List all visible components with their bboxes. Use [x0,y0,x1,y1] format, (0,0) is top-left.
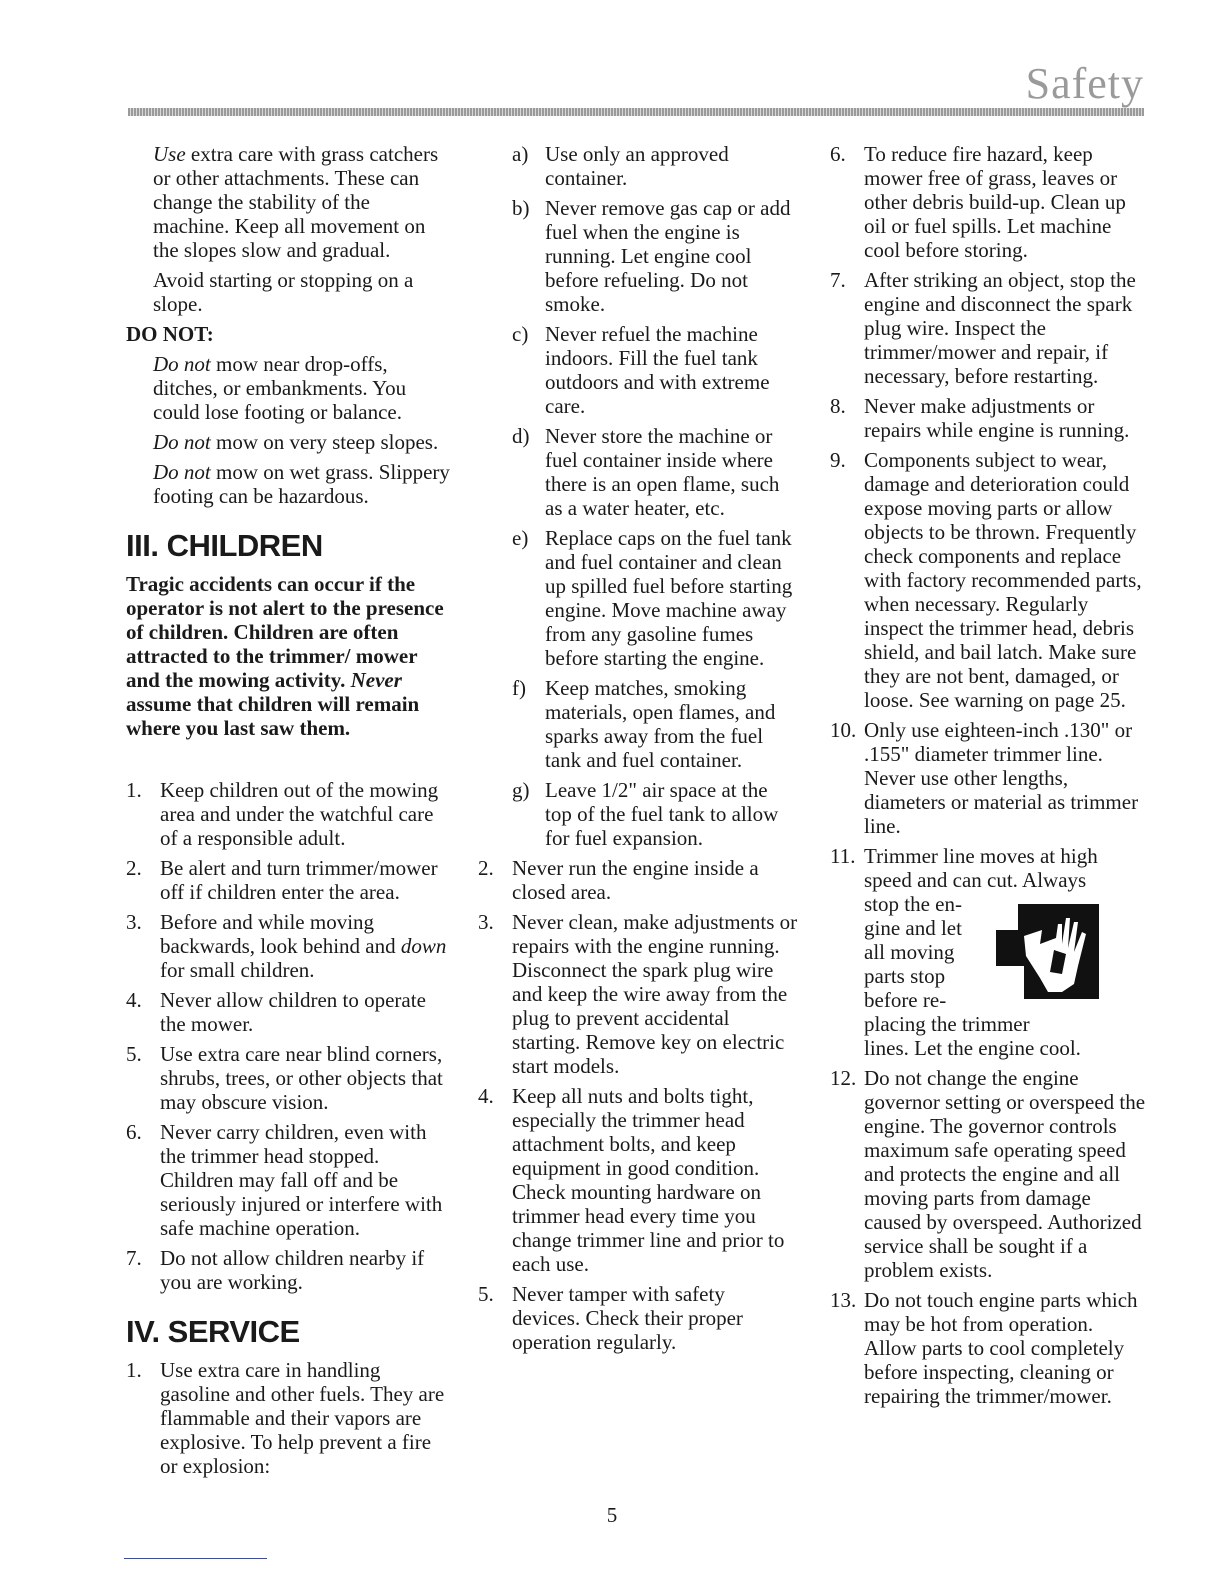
children-intro: Tragic accidents can occur if the operator is not alert to the presence of children. Children are often attracted to the trimmer/ mower and the mowing activity. Never assume that children will remain where you last saw them. [126,572,444,740]
list-item: 7. Do not allow children nearby if you are working. [126,1246,425,1294]
fuel-subitem: f) Keep matches, smoking materials, open flames, and sparks away from the fuel tank and fuel container. [512,676,776,772]
hand-cut-warning-icon [996,904,1099,999]
fuel-subitem: d) Never store the machine or fuel container inside where there is an open flame, such as a water heater, etc. [512,424,780,520]
fuel-subitem: a) Use only an approved container. [512,142,729,190]
column-1 [126,142,451,1484]
list-item: 5. Use extra care near blind corners, shrubs, trees, or other objects that may obscure vision. [126,1042,443,1114]
fuel-subitem: e) Replace caps on the fuel tank and fuel container and clean up spilled fuel before starting engine. Move machine away from any gasoline fumes before starting the engine. [512,526,793,670]
section-title: Safety [1025,59,1144,108]
list-item: 10. Only use eighteen-inch .130" or .155" diameter trimmer line. Never use other lengths, diameters or material as trimmer line. [830,718,1139,838]
slopes-paragraph: Use extra care with grass catchers or other attachments. These can change the stability of the machine. Keep all movement on the slopes slow and gradual. [153,142,439,262]
item-11-text: Trimmer line moves at high speed and can cut. Always stop the en- gine and let all moving parts stop before re- placing the trimmer lines. Let the engine cool. [864,844,1098,1060]
list-item: 9. Components subject to wear, damage and deterioration could expose moving parts or allow objects to be thrown. Frequently check components and replace with factory recommended parts, when necessary. Regularly inspect the trimmer head, debris shield, and bail latch. Make sure they are not bent, damaged, or loose. See warning on page 25. [830,448,1142,712]
children-heading: III. CHILDREN [126,528,323,563]
donot-item: Do not mow near drop-offs, ditches, or embankments. You could lose footing or balance. [153,352,407,424]
list-item: 6. Never carry children, even with the trimmer head stopped. Children may fall off and be seriously injured or interfere with safe machine operation. [126,1120,443,1240]
column-3 [830,142,1148,1414]
fuel-subitem: b) Never remove gas cap or add fuel when the engine is running. Let engine cool before refueling. Do not smoke. [512,196,791,316]
list-item: 3. Before and while moving backwards, look behind and down for small children. [126,910,447,982]
page-number: 5 [606,1503,618,1527]
donot-item: Do not mow on very steep slopes. [153,430,439,454]
list-item: 5. Never tamper with safety devices. Check their proper operation regularly. [478,1282,743,1354]
list-item: 3. Never clean, make adjustments or repairs with the engine running. Disconnect the spark plug wire and keep the wire away from the plug to prevent accidental starting. Remove key on electric start models. [478,910,798,1078]
list-item: 13. Do not touch engine parts which may be hot from operation. Allow parts to cool completely before inspecting, cleaning or repairing the trimmer/mower. [830,1288,1138,1408]
list-item: 4. Keep all nuts and bolts tight, especially the trimmer head attachment bolts, and keep equipment in good condition. Check mounting hardware on trimmer head every time you change trimmer line and prior to each use. [478,1084,785,1276]
service-heading: IV. SERVICE [126,1314,300,1349]
header-rule [128,108,1144,116]
donot-item: Do not mow on wet grass. Slippery footing can be hazardous. [153,460,450,508]
list-item: 12. Do not change the engine governor setting or overspeed the engine. The governor controls maximum safe operating speed and protects the engine and all moving parts from damage caused by overspeed. Authorized service shall be sought if a problem exists. [830,1066,1146,1282]
slopes-paragraph-2: Avoid starting or stopping on a slope. [153,268,414,316]
footer-line [124,1558,267,1559]
list-item: 2. Be alert and turn trimmer/mower off if children enter the area. [126,856,438,904]
list-item: 1. Keep children out of the mowing area and under the watchful care of a responsible adult. [126,778,439,850]
list-item: 8. Never make adjustments or repairs while engine is running. [830,394,1130,442]
column-2 [478,142,798,1360]
list-item: 6. To reduce fire hazard, keep mower free of grass, leaves or other debris build-up. Clean up oil or fuel spills. Let machine cool before storing. [830,142,1126,262]
donot-label: DO NOT: [126,322,214,346]
list-item: 4. Never allow children to operate the mower. [126,988,426,1036]
list-item: 7. After striking an object, stop the engine and disconnect the spark plug wire. Inspect the trimmer/mower and repair, if necessary, before restarting. [830,268,1136,388]
fuel-subitem: g) Leave 1/2" air space at the top of the fuel tank to allow for fuel expansion. [512,778,779,850]
list-item: 2. Never run the engine inside a closed area. [478,856,759,904]
list-item: 1. Use extra care in handling gasoline and other fuels. They are flammable and their vapors are explosive. To help prevent a fire or explosion: [126,1358,445,1478]
fuel-subitem: c) Never refuel the machine indoors. Fill the fuel tank outdoors and with extreme care. [512,322,770,418]
list-item: 11. Trimmer line moves at high speed and can cut. Always stop the en- gine and let all moving parts stop before re- placing the trimmer lines. Let the engine cool. [830,844,1098,1060]
